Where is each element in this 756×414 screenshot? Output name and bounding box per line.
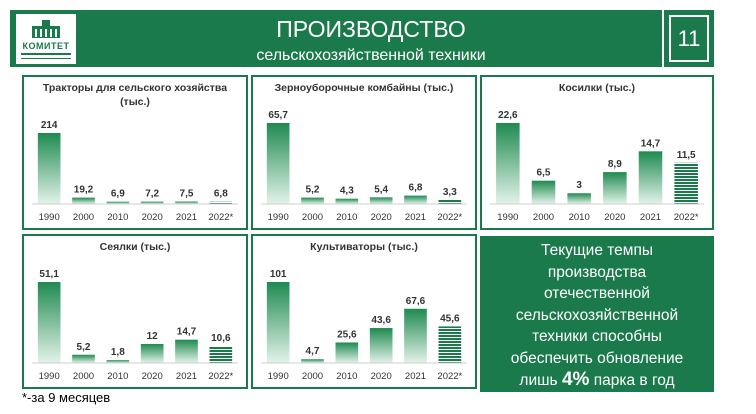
building-icon <box>30 18 62 40</box>
data-label: 5,2 <box>305 184 320 196</box>
chart-tractors <box>22 75 248 230</box>
data-label: 214 <box>40 120 58 131</box>
chart-seeders <box>22 234 248 389</box>
x-tick-label: 2021 <box>175 371 198 382</box>
bar-2000 <box>72 355 95 363</box>
chart-title: (тыс.) <box>120 96 150 108</box>
data-label: 12 <box>146 330 158 342</box>
conclusion-line: техники способны <box>532 328 662 345</box>
x-tick-label: 1990 <box>38 212 60 223</box>
data-label: 14,7 <box>176 326 197 338</box>
data-label: 45,6 <box>440 313 460 325</box>
data-label: 14,7 <box>640 138 661 150</box>
x-tick-label: 1990 <box>38 371 60 382</box>
data-label: 101 <box>269 269 287 280</box>
x-tick-label: 2022* <box>437 212 463 223</box>
x-tick-label: 2021 <box>404 212 427 223</box>
chart-svg <box>24 77 246 228</box>
header-banner <box>10 10 662 67</box>
bar-2010 <box>336 342 359 363</box>
chart-title: Тракторы для сельского хозяйства <box>42 82 228 94</box>
x-tick-label: 2020 <box>141 371 163 382</box>
x-tick-label: 2021 <box>175 212 198 223</box>
bar-2000 <box>532 181 556 204</box>
x-tick-label: 2022* <box>208 371 234 382</box>
chart-cultivators <box>251 234 477 389</box>
chart-svg <box>24 236 246 387</box>
bar-1990 <box>496 123 520 204</box>
x-tick-label: 2010 <box>336 212 358 223</box>
bar-2020 <box>370 197 393 204</box>
data-label: 7,5 <box>179 188 194 200</box>
data-label: 19,2 <box>73 184 94 196</box>
page-title: ПРОИЗВОДСТВО <box>276 16 466 42</box>
bar-2021 <box>175 340 198 363</box>
data-label: 3 <box>576 180 582 192</box>
conclusion-line: отечественной <box>544 285 650 302</box>
bar-1990 <box>38 282 61 363</box>
chart-svg <box>482 77 712 228</box>
logo-word: КОМИТЕТ <box>22 41 70 51</box>
x-tick-label: 2022* <box>673 212 699 223</box>
x-tick-label: 1990 <box>267 371 289 382</box>
bar-1990 <box>267 123 290 204</box>
chart-mowers <box>480 75 714 230</box>
bar-2021 <box>404 309 427 363</box>
bar-2021 <box>639 151 663 204</box>
data-label: 6,8 <box>408 182 423 194</box>
data-label: 4,3 <box>339 185 354 197</box>
chart-title: Культиваторы (тыс.) <box>310 241 418 253</box>
x-tick-label: 2020 <box>370 371 392 382</box>
bar-2020 <box>603 172 627 204</box>
data-label: 3,3 <box>442 186 457 198</box>
bar-2020 <box>370 328 393 363</box>
bar-2022* <box>674 163 698 204</box>
data-label: 11,5 <box>676 149 696 161</box>
x-tick-label: 2000 <box>301 212 324 223</box>
bar-2000 <box>301 198 324 204</box>
x-tick-label: 2010 <box>336 371 358 382</box>
page-subtitle: сельскохозяйственной техники <box>256 47 486 64</box>
x-tick-label: 2000 <box>72 212 95 223</box>
bar-2021 <box>404 196 427 204</box>
conclusion-suffix: парка в год <box>593 372 675 389</box>
data-label: 4,7 <box>305 346 320 358</box>
data-label: 8,9 <box>607 159 622 171</box>
x-tick-label: 2020 <box>370 212 392 223</box>
data-label: 5,4 <box>374 184 389 196</box>
chart-title: Сеялки (тыс.) <box>99 241 171 253</box>
conclusion-line: обеспечить обновление <box>510 349 684 367</box>
committee-logo <box>16 14 76 64</box>
bar-2010 <box>336 199 359 204</box>
conclusion-line: Текущие темпы <box>541 242 653 259</box>
bar-2010 <box>567 193 591 204</box>
slide-number: 11 <box>664 10 714 67</box>
data-label: 7,2 <box>145 188 160 200</box>
bar-1990 <box>38 133 61 204</box>
x-tick-label: 1990 <box>497 212 519 223</box>
x-tick-label: 2000 <box>72 371 95 382</box>
conclusion-prefix: лишь <box>519 372 558 389</box>
bar-2022* <box>439 326 462 363</box>
data-label: 22,6 <box>498 110 518 121</box>
x-tick-label: 1990 <box>267 212 289 223</box>
x-tick-label: 2010 <box>107 371 129 382</box>
data-label: 6,5 <box>536 167 551 179</box>
data-label: 43,6 <box>371 315 391 327</box>
chart-title: Зерноуборочные комбайны (тыс.) <box>274 82 454 94</box>
footnote: *-за 9 месяцев <box>22 390 111 405</box>
data-label: 25,6 <box>337 329 357 341</box>
x-tick-label: 2021 <box>404 371 427 382</box>
conclusion-highlight: 4% <box>561 369 590 390</box>
conclusion-line: сельскохозяйственной <box>515 306 679 324</box>
x-tick-label: 2020 <box>604 212 626 223</box>
data-label: 67,6 <box>405 295 426 307</box>
bar-2022* <box>210 346 233 363</box>
chart-title: Косилки (тыс.) <box>558 82 636 94</box>
chart-svg <box>253 77 475 228</box>
bar-1990 <box>267 282 290 363</box>
x-tick-label: 2022* <box>208 212 234 223</box>
x-tick-label: 2022* <box>437 371 463 382</box>
data-label: 51,1 <box>39 269 59 280</box>
x-tick-label: 2021 <box>639 212 662 223</box>
data-label: 5,2 <box>76 341 91 353</box>
data-label: 6,8 <box>213 188 228 200</box>
bar-2000 <box>72 198 95 204</box>
data-label: 6,9 <box>110 188 125 200</box>
data-label: 65,7 <box>268 110 288 121</box>
conclusion-line: производства <box>547 263 647 281</box>
x-tick-label: 2000 <box>301 371 324 382</box>
logo-divider <box>21 53 71 55</box>
chart-combines <box>251 75 477 230</box>
data-label: 10,6 <box>211 333 231 345</box>
x-tick-label: 2000 <box>532 212 555 223</box>
data-label: 1,8 <box>110 347 125 359</box>
conclusion-box <box>480 236 714 392</box>
x-tick-label: 2010 <box>568 212 590 223</box>
conclusion-last-line <box>480 369 714 392</box>
bar-2020 <box>141 344 164 363</box>
x-tick-label: 2010 <box>107 212 129 223</box>
bar-2022* <box>439 200 462 204</box>
x-tick-label: 2020 <box>141 212 163 223</box>
bar-2000 <box>301 359 324 363</box>
logo-divider-thin <box>21 58 71 59</box>
chart-svg <box>253 236 475 387</box>
